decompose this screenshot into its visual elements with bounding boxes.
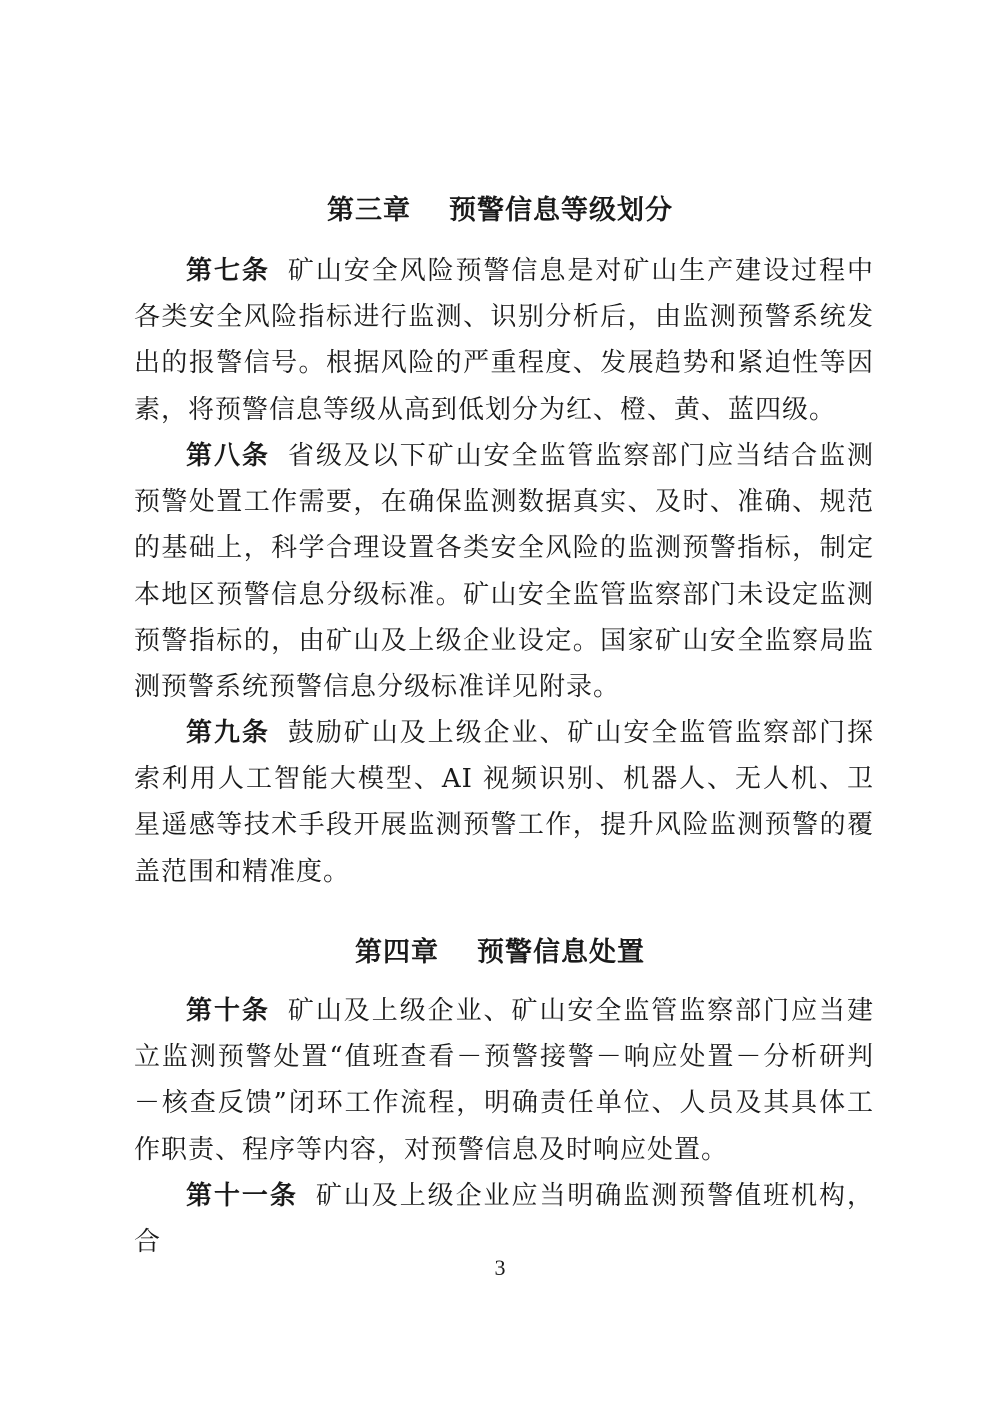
chapter-heading-4: [0, 930, 1000, 969]
article-7: [134, 248, 874, 433]
chapter-number: 第四章: [355, 937, 439, 968]
article-text: 矿山安全风险预警信息是对矿山生产建设过程中各类安全风险指标进行监测、识别分析后，由监测预警系统发出的报警信号。根据风险的严重程度、发展趋势和紧迫性等因素，将预警信息等级从高到低划分为红、橙、黄、蓝四级。: [134, 256, 874, 425]
chapter-number: 第三章: [327, 195, 411, 226]
article-label: 第七条: [186, 256, 270, 286]
chapter-title-text: 预警信息等级划分: [449, 195, 673, 226]
article-label: 第十条: [186, 996, 270, 1026]
article-label: 第九条: [186, 718, 270, 748]
article-8: [134, 433, 874, 710]
article-10: [134, 988, 874, 1173]
chapter-heading-3: [0, 188, 1000, 227]
article-text: 鼓励矿山及上级企业、矿山安全监管监察部门探索利用人工智能大模型、AI 视频识别、机器人、无人机、卫星遥感等技术手段开展监测预警工作，提升风险监测预警的覆盖范围和精准度。: [134, 718, 874, 887]
page-number: 3: [494, 1255, 506, 1280]
article-text: 省级及以下矿山安全监管监察部门应当结合监测预警处置工作需要，在确保监测数据真实、及时、准确、规范的基础上，科学合理设置各类安全风险的监测预警指标，制定本地区预警信息分级标准。矿山安全监管监察部门未设定监测预警指标的，由矿山及上级企业设定。国家矿山安全监察局监测预警系统预警信息分级标准详见附录。: [134, 441, 874, 703]
article-text: 矿山及上级企业应当明确监测预警值班机构，合: [134, 1181, 874, 1258]
article-11: [134, 1173, 874, 1265]
article-label: 第十一条: [186, 1181, 298, 1211]
article-label: 第八条: [186, 441, 270, 471]
article-text: 矿山及上级企业、矿山安全监管监察部门应当建立监测预警处置“值班查看－预警接警－响应处置－分析研判－核查反馈”闭环工作流程，明确责任单位、人员及其具体工作职责、程序等内容，对预警信息及时响应处置。: [134, 996, 874, 1165]
article-9: [134, 710, 874, 895]
chapter-title-text: 预警信息处置: [477, 937, 645, 968]
